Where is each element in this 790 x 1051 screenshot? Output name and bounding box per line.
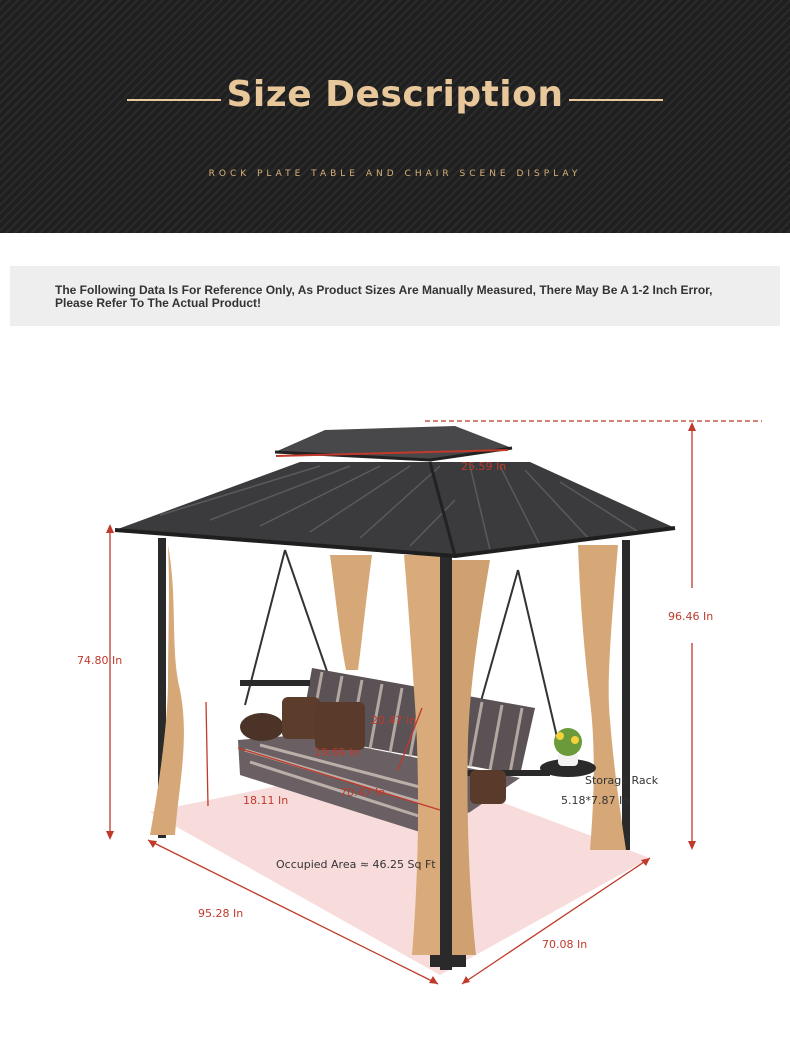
dim-label-side-height: 74.80 In xyxy=(77,654,123,667)
pillow-3 xyxy=(315,702,365,750)
swing-armrest-left xyxy=(240,680,310,686)
page-subtitle: ROCK PLATE TABLE AND CHAIR SCENE DISPLAY xyxy=(208,169,582,179)
dim-label-seat-depth: 19.69 In xyxy=(314,746,360,759)
post-front-left xyxy=(440,555,452,970)
dim-label-top-roof: 25.59 In xyxy=(461,460,507,473)
dim-label-total-height: 96.46 In xyxy=(668,610,714,623)
dim-label-width: 70.08 In xyxy=(542,938,588,951)
dim-seat-height xyxy=(206,702,208,806)
occupied-area-label: Occupied Area ≈ 46.25 Sq Ft xyxy=(276,858,436,871)
plant-flower-1 xyxy=(556,732,564,740)
dim-label-length: 95.28 In xyxy=(198,907,244,920)
plant-flower-2 xyxy=(571,736,579,744)
post-base-front xyxy=(430,955,466,967)
pillow-1 xyxy=(240,713,284,741)
dim-label-seat-width: 70.47 In xyxy=(340,786,386,799)
pillow-4 xyxy=(470,770,506,804)
storage-rack-size: 5.18*7.87 In xyxy=(561,794,630,807)
dim-label-backrest: 20.47 In xyxy=(371,714,417,727)
page-title: Size Description xyxy=(226,74,564,115)
storage-rack-label: Storage Rack xyxy=(585,774,659,787)
pillow-2 xyxy=(282,697,320,739)
swing-chain-left-b xyxy=(285,550,330,680)
disclaimer-text: The Following Data Is For Reference Only, As Product Sizes Are Manually Measured, There May Be A 1-2 Inch Error, Please Refer To The Actual Product! xyxy=(55,283,713,310)
curtain-back-center xyxy=(330,555,372,670)
curtain-back-left xyxy=(150,545,184,835)
dim-label-seat-height: 18.11 In xyxy=(243,794,289,807)
